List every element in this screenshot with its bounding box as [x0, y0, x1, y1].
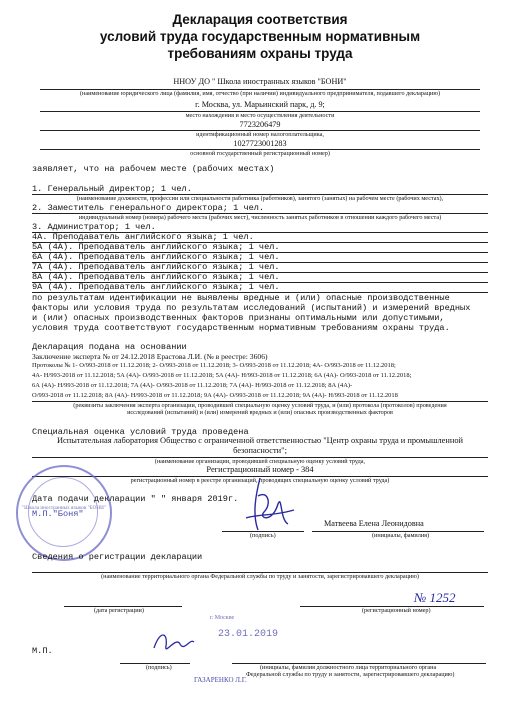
- lab-reg-caption: регистрационный номер в реестре организаций, проводящих специальную оценку условий труда): [130, 477, 390, 484]
- stamp-city: г. Москве: [210, 615, 235, 621]
- workplace-3: 3. Администратор; 1 чел.: [32, 222, 156, 232]
- workplace-caption-1: (наименование должности, профессии или специальности работника (работников), занятого (занятых) на рабочем месте (рабочих местах),: [76, 195, 444, 202]
- declares-text: заявляет, что на рабочем месте (рабочих местах): [32, 164, 275, 174]
- stamp-date: 23.01.2019: [218, 629, 279, 640]
- mp-2: М.П.: [32, 646, 53, 656]
- result-line-4: условия труда соответствуют государственным нормативным требованиям охраны труда.: [32, 323, 450, 333]
- employer-caption: (наименование юридического лица (фамилия, имя, отчество (при наличии) индивидуального предпринимателя, подавшего декларацию): [79, 90, 441, 97]
- lab-name-1: Испытательная лаборатория Общество с ограниченной ответственностью "Центр охраны труда и промышленной: [56, 436, 463, 445]
- signer-caption: (инициалы, фамилия): [372, 532, 430, 539]
- lab-name-2: безопасности";: [233, 446, 287, 455]
- employer-name: ННОУ ДО " Школа иностранных языков "БОНИ": [173, 77, 347, 86]
- workplace-7a: 7А (4А). Преподаватель английского языка; 1 чел.: [32, 262, 280, 272]
- result-line-2: факторы или условия труда по результатам исследований (испытаний) и измерений вредных: [32, 303, 471, 313]
- inn-caption: идентификационный номер налогоплательщика,: [196, 131, 324, 138]
- workplace-1: 1. Генеральный директор; 1 чел.: [32, 184, 192, 194]
- workplace-6a: 6А (4А). Преподаватель английского языка; 1 чел.: [32, 252, 280, 262]
- document-title-line-3: требованиям охраны труда: [167, 46, 353, 61]
- reg-org-caption: (наименование территориального органа Федеральной службы по труду и занятости, зарегистрировавшего декларацию): [101, 573, 419, 580]
- workplace-9a: 9А (4А). Преподаватель английского языка; 1 чел.: [32, 282, 280, 292]
- document-title-line-1: Декларация соответствия: [172, 12, 348, 27]
- filing-date: Дата подачи декларации " " января 2019г.: [32, 494, 239, 504]
- protocols-line-1: Протоколы № 1- О/993-2018 от 11.12.2018; 2- О/993-2018 от 11.12.2018; 3- О/993-2018 от 11.12.2018; 4А- О/993-2018 от 11.12.2018;: [32, 362, 396, 369]
- official-signature: [150, 626, 196, 662]
- lab-reg-number: Регистрационный номер - 384: [206, 465, 314, 474]
- basis-header: Декларация подана на основании: [32, 342, 187, 352]
- reg-date-caption: (дата регистрации): [94, 607, 144, 614]
- sout-header: Специальная оценка условий труда проведена: [32, 427, 249, 437]
- ogrn-value: 1027723001283: [233, 139, 287, 148]
- protocols-line-2: 4А- Н/993-2018 от 11.12.2018; 5А (4А)- О/993-2018 от 11.12.2018; 5А (4А)- Н/993-2018 от 11.12.2018; 6А (4А)- О/993-2018 от 11.12.2018;: [32, 372, 412, 379]
- protocols-line-4: О/993-2018 от 11.12.2018; 8А (4А)- Н/993-2018 от 11.12.2018; 9А (4А)- О/993-2018 от 11.12.2018; 9А (4А)- Н/993-2018 от 11.12.2018: [32, 392, 398, 399]
- workplace-caption-2: индивидуальный номер (номера) рабочего места (рабочих мест), численность занятых работников в отношении каждого рабочего места): [78, 214, 442, 221]
- official-signature-caption: (подпись): [146, 664, 172, 671]
- employer-address: г. Москва, ул. Марьинский парк, д. 9;: [195, 100, 325, 109]
- basis-caption-2: исследований (испытаний) и (или) измерений вредных и (или) опасных производственных факторов: [127, 409, 393, 416]
- basis-caption-1: (реквизиты заключения эксперта организации, проводившей специальную оценку условий труда, и (или) протокола (протоколов) проведения: [73, 402, 447, 409]
- round-stamp-text: "Школа иностранных языков "БОНИ": [22, 505, 106, 511]
- protocols-line-3: 6А (4А)- Н/993-2018 от 11.12.2018; 7А (4А)- О/993-2018 от 11.12.2018; 7А (4А)- Н/993-2018 от 11.12.2018; 8А (4А)-: [32, 382, 353, 389]
- applicant-signature: [238, 474, 298, 536]
- reg-number-caption: (регистрационный номер): [362, 607, 431, 614]
- workplace-2: 2. Заместитель генерального директора; 1 чел.: [32, 203, 265, 213]
- handwritten-reg-number: № 1252: [414, 590, 456, 605]
- result-line-3: и (или) опасных производственных факторов признаны оптимальными или допустимыми,: [32, 313, 445, 323]
- official-stamp-name: ГАЗАРЕНКО Л.Г.: [194, 676, 247, 684]
- workplace-5a: 5А (4А). Преподаватель английского языка; 1 чел.: [32, 242, 280, 252]
- result-line-1: по результатам идентификации не выявлены вредные и (или) опасные производственные: [32, 293, 450, 303]
- signature-caption: (подпись): [250, 532, 276, 539]
- lab-caption: (наименование организации, проводившей специальную оценку условий труда,: [154, 458, 366, 465]
- registration-header: Сведения о регистрации декларации: [32, 552, 203, 562]
- expert-conclusion: Заключение эксперта № от 24.12.2018 Ерастова Л.И. (№ в реестре: 3606): [32, 352, 268, 361]
- official-name-caption-2: Федеральной службы по труду и занятости, зарегистрировавшего декларацию): [246, 671, 455, 678]
- signer-name: Матвеева Елена Леонидовна: [324, 519, 424, 528]
- workplace-8a: 8А (4А). Преподаватель английского языка; 1 чел.: [32, 272, 280, 282]
- inn-value: 7723206479: [239, 120, 281, 129]
- workplace-4a: 4А. Преподаватель английского языка; 1 чел.: [32, 232, 254, 242]
- address-caption: место нахождения и место осуществления деятельности: [185, 112, 335, 119]
- official-name-caption-1: (инициалы, фамилия должностного лица территориального органа: [260, 664, 437, 671]
- registration-stamp: [182, 597, 292, 667]
- ogrn-caption: основной государственный регистрационный номер): [190, 150, 330, 157]
- document-title-line-2: условий труда государственным нормативным: [99, 29, 421, 44]
- mp-stamp: М.П."Боня": [32, 509, 84, 519]
